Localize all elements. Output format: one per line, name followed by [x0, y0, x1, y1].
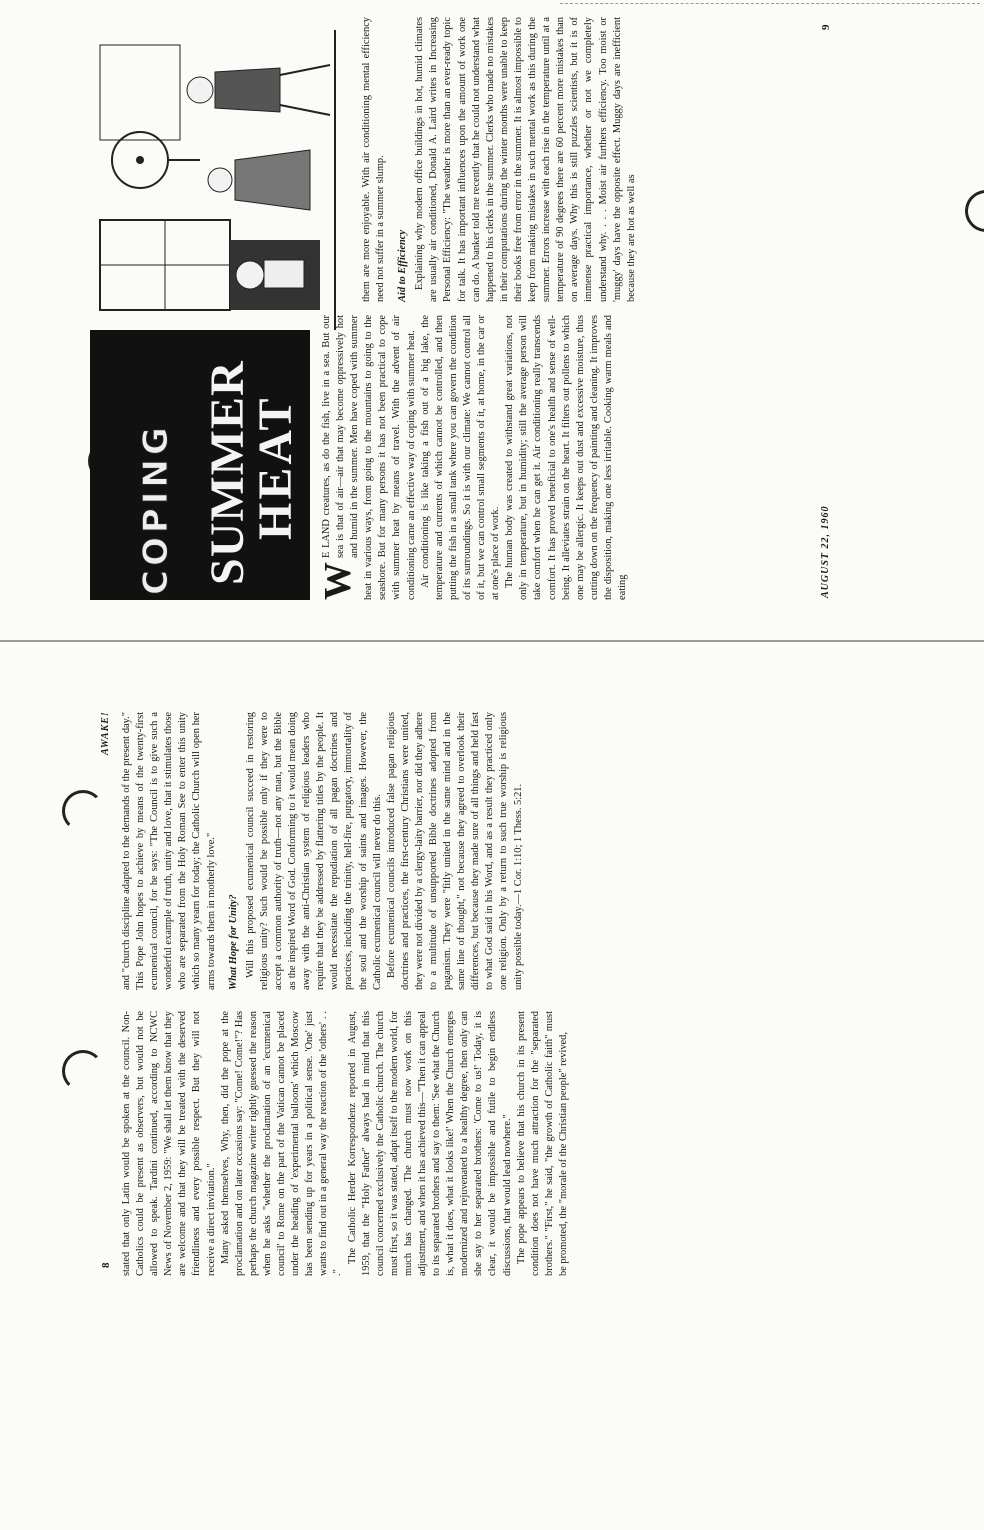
- dateline: AUGUST 22, 1960: [820, 505, 831, 598]
- title-coping: COPING: [136, 423, 176, 595]
- paragraph: stated that only Latin would be spoken at the council. Non-Catholics could be present as observers, but would not be allowed to speak. Tardini continued, according to NCWC News of November 2, 1959: "We shall let them know that they are welcome and that they will be treated with the deserved friendliness and every possible respect. But they will not receive a direct invitation.": [121, 1011, 217, 1276]
- paragraph: Air conditioning is like taking a fish out of a big lake, the temperature and currents of which cannot be controlled, and then putting the fish in a small tank where you can govern the condition of its surroundings. So it is with our climate: We cannot control all of it, but we can control small segments of it, at home, in the car or at one's place of work.: [419, 315, 502, 600]
- left-column-1: [120, 1011, 571, 1276]
- running-head: AWAKE!: [100, 711, 111, 755]
- illustration-family-fan: [80, 30, 350, 330]
- page-number: 8: [100, 1262, 112, 1268]
- opening-paragraph: [317, 315, 419, 600]
- paragraph-text: E LAND creatures, as do the fish, live in a sea. But our sea is that of air—air that may become oppressively hot and humid in the summer. Men have coped with summer heat in various ways, from going to the mountains to going to the seashore. But for many persons it has not been practical to cope with summer heat by means of travel. With the advent of air conditioning came an effective way of coping with summer heat.: [321, 315, 417, 600]
- section-heading: What Hope for Unity?: [227, 894, 239, 990]
- section-heading: Aid to Efficiency: [397, 230, 409, 302]
- paragraph: them are more enjoyable. With air conditioning mental efficiency need not suffer in a summer slump.: [361, 17, 387, 302]
- paragraph: Explaining why modern office buildings in hot, humid climates are usually air conditioned, Donald A. Laird writes in Increasing Personal Efficiency: "The weather is more than an ever-ready topic for talk. It has important influences upon the amount of work one can do. A banker told me recently that he could not understand what happened to his clerks in the summer. Clerks who made no mistakes in their computations during the winter months were unable to keep their books free from error in the summer. It is almost impossible to keep from making mistakes in such mental work as this during the summer. Errors increase with each rise in the temperature until at a temperature of 90 degrees there are 60 percent more mistakes than on average days. Why this is still puzzles scientists, but it is of immense practical importance, whether or not we completely understand why. . . . Moist air furthers efficiency. Too moist or 'muggy' days have the opposite effect. Muggy days are inefficient because they are hot as well as: [414, 17, 637, 302]
- paragraph: Will this proposed ecumenical council succeed in restoring religious unity? Such would be possible only if they were to accept a common authority of truth—not any man, but the Bible as the inspired Word of God. Conforming to it would mean doing away with the anti-Christian system of religious leaders who require that they be addressed by flattering titles by the people. It would necessitate the repudiation of all pagan doctrines and practices, including the trinity, hell-fire, purgatory, immortality of the soul and the worship of saints and images. However, the Catholic ecumenical council will never do this.: [244, 712, 383, 990]
- paragraph: The Catholic Herder Korrespondenz reported in August, 1959, that the "Holy Father" always had in mind that this council concerned exclusively the Catholic church. The church must first, so it was stated, adapt itself to the modern world, for much has changed. The church must now work on this adjustment, and when it has achieved this—"Then it can appeal to its separated brothers and say to them: 'See what the Church is, what it does, what it looks like!' When the Church emerges modernized and rejuvenated to a healthy degree, then only can she say to her separated brothers: 'Come to us!' Today, it is clear, it would be impossible and futile to begin endless discussions, that would lead nowhere.": [346, 1011, 513, 1276]
- paragraph: Many asked themselves, Why, then, did the pope at the proclamation and on later occasions say: "Come! Come!"? Has perhaps the church magazine writer rightly guessed the reason when he asks "whether the proclamation of an 'ecumenical council' to Rome on the part of the Vatican cannot be placed under the heading of 'experimental balloons' which Moscow has been sending up for years in a political sense. 'One' just wants to find out in a general way the reaction of the 'others' . . .": [219, 1011, 344, 1276]
- paragraph: The pope appears to believe that his church in its present condition does not have much attraction for the "separated brothers." "First," he said, "the growth of Catholic faith" must be promoted, the "morale of the Christian people" revived,: [515, 1011, 569, 1276]
- left-column-2: [120, 712, 526, 990]
- title-summer: SUMMER: [201, 360, 254, 585]
- paragraph: The human body was created to withstand great variations, not only in temperature, but in humidity; still the average person will take comfort when he can get it. Air conditioning really transcends comfort. It has proved beneficial to one's health and sense of well-being. It alleviates strain on the heart. It filters out pollens to which one may be allergic. It keeps out dust and excessive moisture, thus cutting down on the frequency of painting and cleaning. It improves the disposition, making one less irritable. Cooking warm meals and eating: [504, 315, 628, 600]
- right-column-2: [360, 17, 639, 302]
- right-column-1: [317, 315, 630, 600]
- paragraph: and "church discipline adapted to the demands of the present day." This Pope John hopes to achieve by means of the twenty-first ecumenical council, for he says: "The Council is to give such a wonderful example of truth, unity and love, that it stimulates those who are separated from the Holy Roman See to enter this unity which so many yearn for today; the Catholic Church will open her arms towards them in motherly love.": [121, 712, 217, 990]
- page-number: 9: [820, 24, 832, 30]
- title-heat: HEAT: [249, 395, 302, 540]
- drop-cap: W: [317, 562, 359, 600]
- paragraph: Before ecumenical councils introduced false pagan religious doctrines and practices, the first-century Christians were united, they were not divided by a clergy-laity barrier, nor did they adhere to a multitude of unsupported Bible doctrines adopted from paganism. They were "fitly united in the same mind and in the same line of thought," not because they agreed to overlook their differences, but because they made sure of all things and held fast to what God said in his Word, and as a result they practiced only one religion. Only by a return to such true worship is religious unity possible today.—1 Cor. 1:10; 1 Thess. 5:21.: [385, 712, 524, 990]
